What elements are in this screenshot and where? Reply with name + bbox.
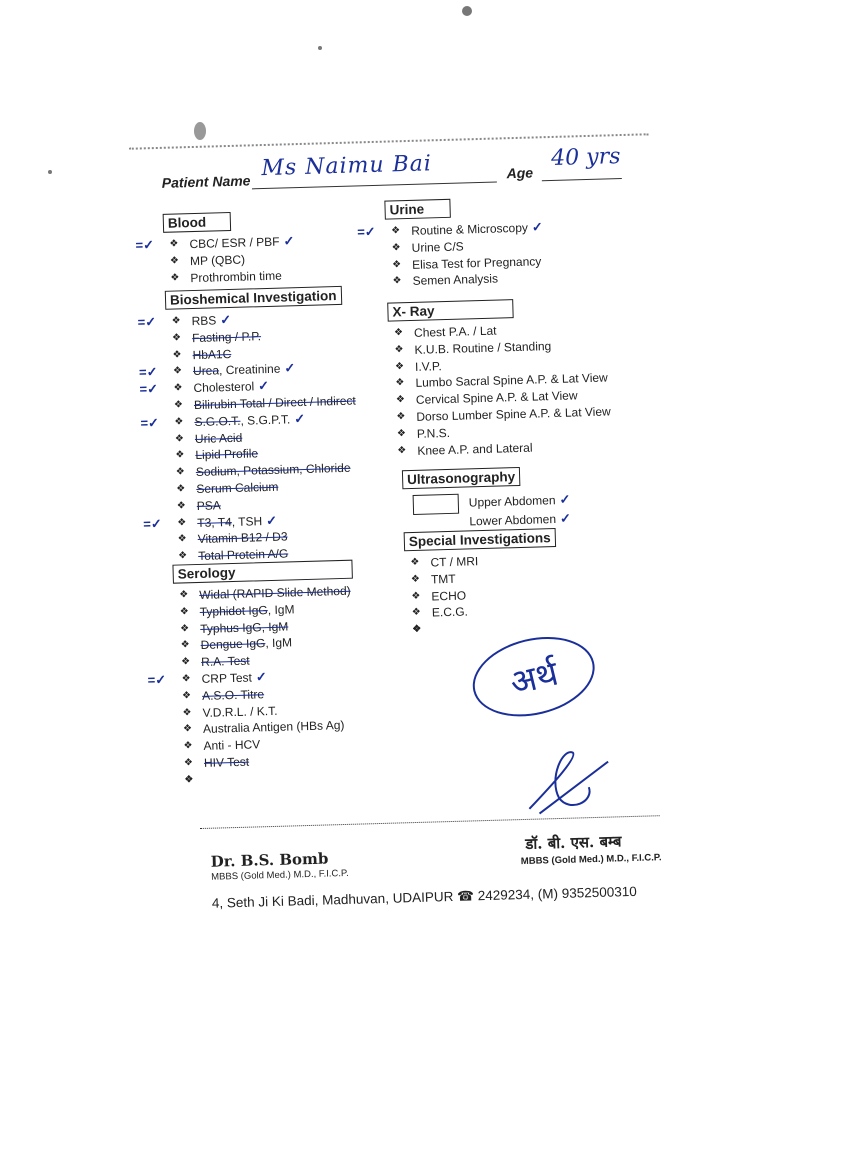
prescription-sheet [120, 105, 682, 920]
doctor-qualification: MBBS (Gold Med.) M.D., F.I.C.P. [211, 867, 349, 883]
handwritten-tick: ✓ [294, 410, 306, 427]
ultrasonography-list [403, 491, 572, 532]
test-item [406, 601, 558, 622]
struck-test-label: T3, T4 [197, 514, 232, 530]
handwritten-check-mark: =✓ [140, 414, 160, 431]
scan-speck [48, 170, 52, 174]
handwritten-tick: ✓ [255, 669, 267, 685]
ultrasonography-heading: Ultrasonography [402, 467, 521, 489]
doctor-name-hindi: डॉ. बी. एस. बम्ब [525, 832, 622, 853]
doctor-name: Dr. B.S. Bomb [210, 849, 329, 871]
biochem-section [137, 286, 360, 566]
special-list [404, 551, 558, 622]
struck-test-label: HbA1C [192, 346, 232, 362]
ultrasonography-section [402, 466, 571, 532]
test-item-label: CBC/ ESR / PBF [189, 234, 280, 252]
test-item-label: Prothrombin time [190, 268, 282, 285]
special-heading: Special Investigations [404, 528, 556, 551]
struck-test-label: A.S.O. Titre [201, 686, 265, 703]
struck-test-label: Total Protein A/G [198, 546, 289, 564]
struck-test-label: HIV Test [203, 754, 250, 770]
handwritten-tick: ✓ [559, 491, 571, 508]
handwritten-tick: ✓ [531, 219, 543, 235]
test-item-label: Urine C/S [411, 239, 464, 255]
handwritten-tick: ✓ [265, 512, 278, 528]
test-item-label: P.N.S. [416, 425, 451, 441]
xray-section [387, 296, 612, 459]
stamp: अर्थ [465, 625, 603, 728]
xray-heading: X- Ray [387, 299, 513, 322]
handwritten-tick: ✓ [283, 233, 295, 249]
age-label: Age [506, 164, 534, 182]
urine-section [357, 196, 544, 291]
test-item [386, 270, 544, 291]
test-item-label: K.U.B. Routine / Standing [414, 338, 552, 357]
clinic-address: 4, Seth Ji Ki Badi, Madhuvan, UDAIPUR ☎ 2429234, (M) 9352500310 [211, 883, 638, 911]
test-item-label: Anti - HCV [203, 737, 261, 754]
handwritten-tick: ✓ [257, 378, 270, 394]
struck-test-label: Typhidot IgG [199, 602, 268, 619]
test-item-label: MP (QBC) [189, 252, 246, 268]
struck-test-label: Uric Acid [194, 430, 243, 446]
patient-name-label: Patient Name [161, 172, 251, 191]
test-item-label: Semen Analysis [412, 271, 499, 289]
test-item [178, 751, 358, 773]
test-item-label: V.D.R.L. / K.T. [202, 703, 278, 720]
urine-list [357, 219, 544, 291]
struck-test-label: PSA [196, 498, 222, 513]
test-item-label: , IgM [267, 602, 295, 617]
blood-section [135, 210, 296, 287]
struck-test-label: R.A. Test [200, 653, 250, 670]
blood-heading: Blood [163, 212, 232, 233]
test-item-label: Chest P.A. / Lat [413, 323, 497, 340]
urine-heading: Urine [384, 199, 451, 220]
struck-test-label: S.G.O.T. [194, 413, 241, 429]
serology-heading: Serology [172, 560, 352, 584]
ultrasonography-label: Upper Abdomen [468, 493, 556, 510]
signature [518, 746, 620, 819]
test-item-label: , Creatinine [218, 362, 281, 378]
blood-list [135, 233, 295, 287]
xray-list [388, 319, 612, 459]
handwritten-check-mark: =✓ [357, 223, 376, 240]
test-item-label: Knee A.P. and Lateral [417, 440, 533, 458]
serology-section [147, 560, 358, 773]
ultrasonography-box [413, 494, 460, 515]
test-item-label: Australia Antigen (HBs Ag) [202, 718, 345, 737]
struck-test-label: Dengue IgG [200, 636, 266, 653]
struck-test-label: Urea [192, 363, 220, 379]
struck-test-label: Vitamin B12 / D3 [197, 529, 288, 547]
struck-test-label: Widal (RAPID Slide Method) [199, 583, 351, 602]
struck-test-label: Typhus IgG, IgM [200, 619, 289, 636]
handwritten-check-mark: =✓ [139, 381, 159, 397]
test-item-label: CRP Test [201, 670, 253, 686]
special-section [404, 528, 558, 622]
patient-name-line [252, 182, 497, 190]
test-item-label: Routine & Microscopy [411, 220, 529, 238]
handwritten-check-mark: =✓ [135, 237, 155, 253]
struck-test-label: Lipid Profile [195, 446, 259, 463]
test-item-label: E.C.G. [431, 604, 469, 620]
test-item [164, 267, 295, 287]
handwritten-check-mark: =✓ [137, 314, 157, 330]
test-item-label: Elisa Test for Pregnancy [411, 253, 542, 272]
scan-speck [462, 6, 472, 16]
serology-list [147, 583, 358, 773]
doctor-qualification-right: MBBS (Gold Med.) M.D., F.I.C.P. [520, 852, 662, 868]
test-item-label: RBS [191, 313, 217, 329]
handwritten-tick: ✓ [559, 510, 572, 526]
patient-name-value: Ms Naimu Bai [261, 151, 433, 182]
test-item-label: TMT [430, 571, 456, 587]
handwritten-tick: ✓ [220, 311, 232, 328]
test-item-label: , IgM [265, 635, 293, 651]
struck-test-label: Fasting / P.P. [191, 328, 262, 345]
test-item-label: ECHO [431, 588, 467, 604]
test-item-label: Cholesterol [193, 379, 255, 396]
test-item-label: , TSH [231, 513, 263, 529]
biochem-heading: Bioshemical Investigation [165, 286, 342, 310]
test-item-label: Dorso Lumber Spine A.P. & Lat View [416, 404, 611, 424]
struck-test-label: Bilirubin Total / Direct / Indirect [193, 393, 356, 413]
age-line [542, 178, 622, 181]
test-item-label: I.V.P. [414, 358, 442, 374]
test-item-label: CT / MRI [430, 554, 479, 570]
handwritten-check-mark: =✓ [143, 515, 162, 532]
test-item-label: , S.G.P.T. [240, 412, 291, 428]
struck-test-label: Serum Calcium [196, 479, 279, 496]
scan-speck [318, 46, 322, 50]
footer-divider [200, 815, 660, 829]
handwritten-check-mark: =✓ [138, 364, 158, 380]
struck-test-label: Sodium, Potassium, Chloride [195, 460, 351, 480]
test-item-label: Cervical Spine A.P. & Lat View [415, 388, 578, 408]
handwritten-check-mark: =✓ [147, 671, 167, 688]
test-item-label: Lumbo Sacral Spine A.P. & Lat View [415, 370, 608, 391]
handwritten-tick: ✓ [284, 360, 296, 376]
biochem-list [137, 309, 360, 566]
age-value: 40 yrs [550, 144, 621, 171]
ultrasonography-label: Lower Abdomen [469, 511, 557, 529]
